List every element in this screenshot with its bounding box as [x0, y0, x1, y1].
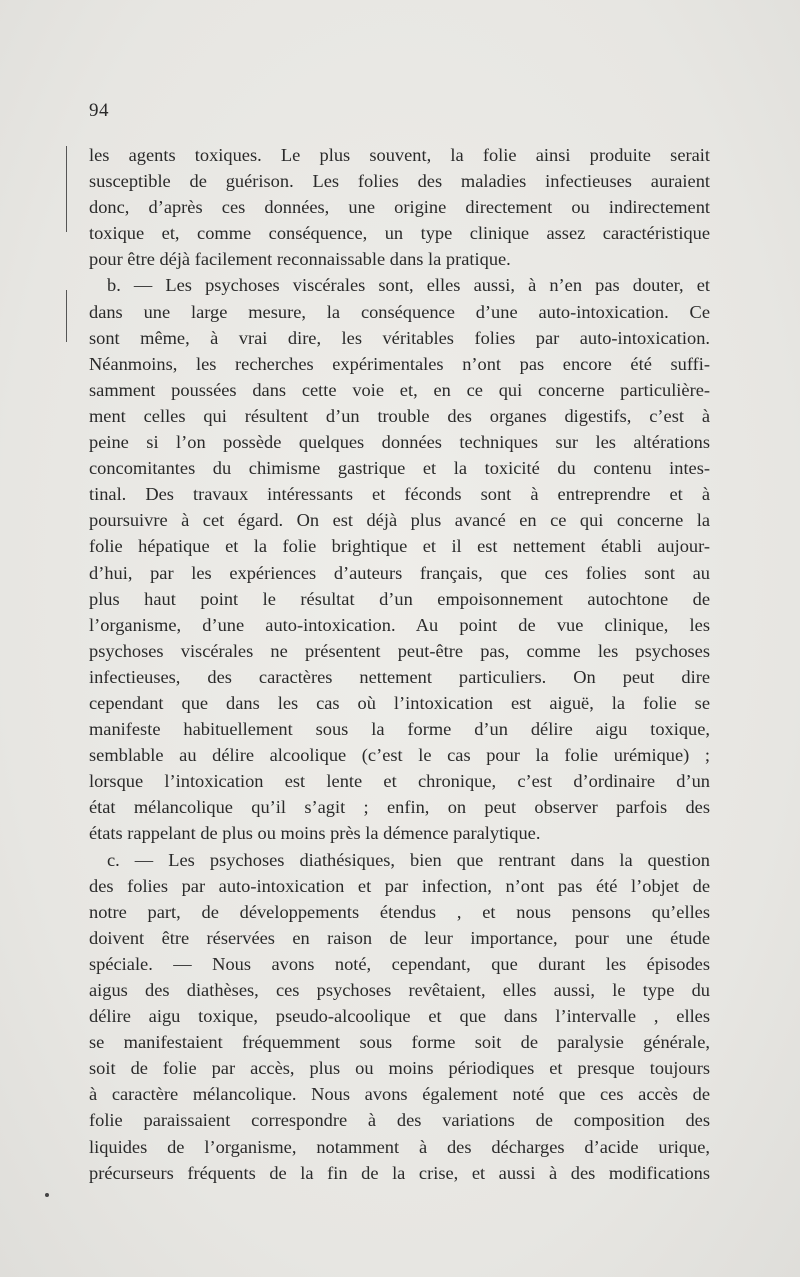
text-line: l’organisme, d’une auto-intoxication. Au point de vue clinique, les: [89, 614, 710, 635]
text-line: ment celles qui résultent d’un trouble des organes digestifs, c’est à: [89, 405, 710, 426]
text-line: notre part, de développements étendus , et nous pensons qu’elles: [89, 901, 710, 922]
text-line: peine si l’on possède quelques données techniques sur les altérations: [89, 432, 710, 453]
text-line: pour être déjà facilement reconnaissable dans la pratique.: [89, 249, 511, 270]
text-line: folie paraissaient correspondre à des variations de composition des: [89, 1110, 710, 1131]
text-line: plus haut point le résultat d’un empoisonnement autochtone de: [89, 588, 710, 609]
text-line: sont même, à vrai dire, les véritables folies par auto-intoxication.: [89, 327, 710, 348]
text-line: semblable au délire alcoolique (c’est le cas pour la folie urémique) ;: [89, 745, 710, 766]
text-line: d’hui, par les expériences d’auteurs français, que ces folies sont au: [89, 562, 710, 583]
text-line: donc, d’après ces données, une origine directement ou indirectement: [89, 197, 710, 218]
text-line: cependant que dans les cas où l’intoxication est aiguë, la folie se: [89, 692, 710, 713]
text-line: délire aigu toxique, pseudo-alcoolique et que dans l’intervalle , elles: [89, 1006, 710, 1027]
text-line: états rappelant de plus ou moins près la démence paralytique.: [89, 823, 541, 844]
text-line: se manifestaient fréquemment sous forme soit de paralysie générale,: [89, 1032, 710, 1053]
text-line: poursuivre à cet égard. On est déjà plus avancé en ce qui concerne la: [89, 510, 710, 531]
text-line: manifeste habituellement sous la forme d’un délire aigu toxique,: [89, 719, 710, 740]
text-line: les agents toxiques. Le plus souvent, la folie ainsi produite serait: [89, 145, 710, 165]
text-line: liquides de l’organisme, notamment à des décharges d’acide urique,: [89, 1136, 710, 1157]
text-line: dans une large mesure, la conséquence d’une auto-intoxication. Ce: [89, 301, 710, 322]
text-line: précurseurs fréquents de la fin de la crise, et aussi à des modifications: [89, 1162, 710, 1183]
text-line: infectieuses, des caractères nettement particuliers. On peut dire: [89, 666, 710, 687]
margin-line-middle: [66, 290, 67, 342]
text-line: doivent être réservées en raison de leur importance, pour une étude: [89, 927, 710, 948]
text-line: spéciale. — Nous avons noté, cependant, que durant les épisodes: [89, 953, 710, 974]
text-line: des folies par auto-intoxication et par infection, n’ont pas été l’objet de: [89, 875, 710, 896]
text-line: samment poussées dans cette voie et, en ce qui concerne particulière-: [89, 379, 710, 400]
text-line: lorsque l’intoxication est lente et chronique, c’est d’ordinaire d’un: [89, 771, 710, 792]
margin-dot: [45, 1193, 49, 1197]
text-line: à caractère mélancolique. Nous avons également noté que ces accès de: [89, 1084, 710, 1105]
text-line: Néanmoins, les recherches expérimentales n’ont pas encore été suffi-: [89, 353, 710, 374]
page-number: 94: [89, 100, 109, 121]
text-line: toxique et, comme conséquence, un type clinique assez caractéristique: [89, 223, 710, 244]
text-line: concomitantes du chimisme gastrique et la toxicité du contenu intes-: [89, 458, 710, 479]
margin-line-top: [66, 146, 67, 232]
text-line: état mélancolique qu’il s’agit ; enfin, on peut observer parfois des: [89, 797, 710, 818]
text-line: folie hépatique et la folie brightique et il est nettement établi aujour-: [89, 536, 710, 557]
text-line: soit de folie par accès, plus ou moins périodiques et presque toujours: [89, 1058, 710, 1079]
text-line: susceptible de guérison. Les folies des maladies infectieuses auraient: [89, 171, 710, 192]
text-line: aigus des diathèses, ces psychoses revêtaient, elles aussi, le type du: [89, 980, 710, 1000]
body-text: [89, 142, 710, 1186]
text-line: psychoses viscérales ne présentent peut-être pas, comme les psychoses: [89, 640, 710, 661]
text-line: tinal. Des travaux intéressants et féconds sont à entreprendre et à: [89, 484, 710, 505]
text-line: c. — Les psychoses diathésiques, bien que rentrant dans la question: [107, 849, 710, 870]
text-line: b. — Les psychoses viscérales sont, elles aussi, à n’en pas douter, et: [107, 275, 710, 296]
